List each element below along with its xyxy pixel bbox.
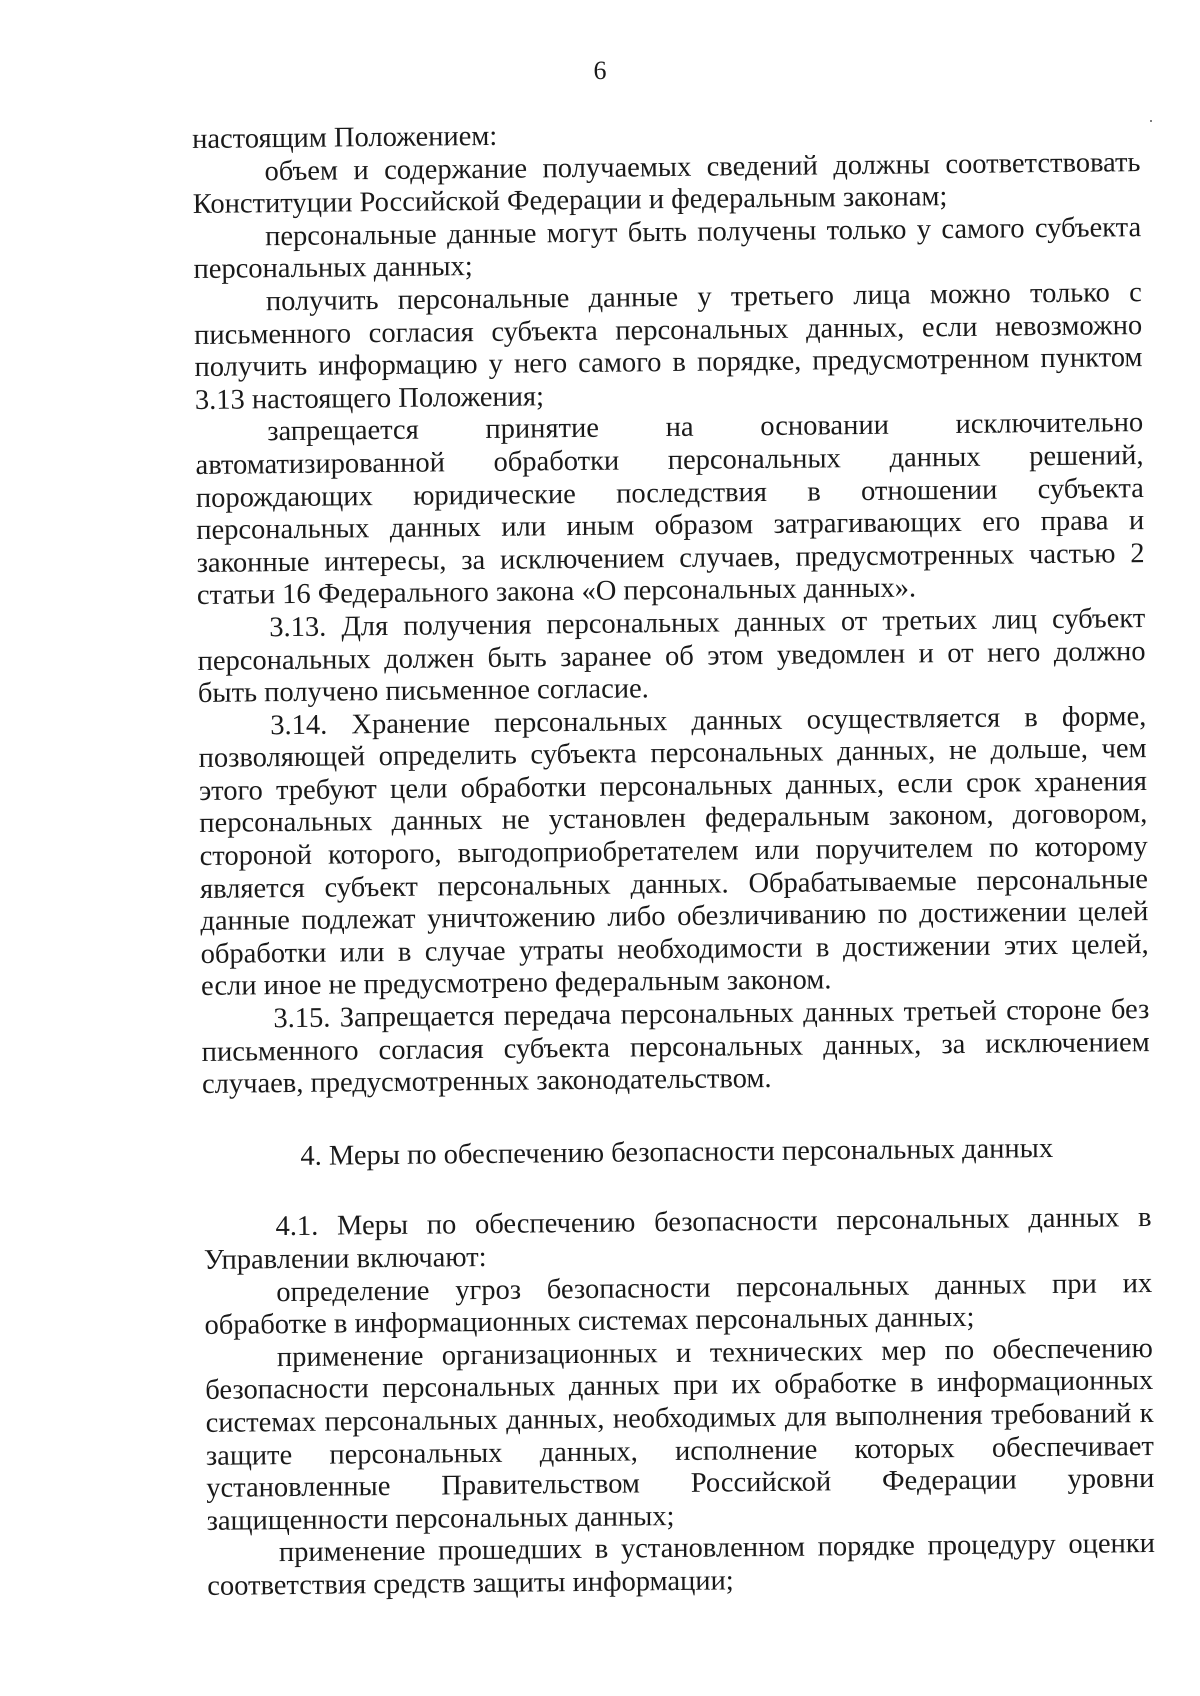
paragraph-obtain-from-subject: персональные данные могут быть получены только у самого субъекта персональных данных; (193, 211, 1142, 286)
page-number: 6 (593, 56, 607, 85)
document-body (192, 114, 1155, 1603)
paragraph-3-14: 3.14. Хранение персональных данных осуществляется в форме, позволяющей определить субъекта персональных данных, не дольше, чем этого требуют цели обработки персональных данных, если срок хранения персональных данных не установлен федеральным законом, договором, стороной которого, выгодоприобретателем или поручителем по которому является субъект персональных данных. Обрабатываемые персональные данные подлежат уничтожению либо обезличиванию по достижении целей обработки или в случае утраты необходимости в достижении этих целей, если иное не предусмотрено федеральным законом. (198, 700, 1149, 1003)
paragraph-volume-content: объем и содержание получаемых сведений должны соответствовать Конституции Российской Федерации и федеральным законам; (192, 146, 1141, 221)
section-heading: 4. Меры по обеспечению безопасности персональных данных (300, 1132, 1054, 1172)
scan-speck (1150, 120, 1152, 122)
paragraph-third-party-consent: получить персональные данные у третьего лица можно только с письменного согласия субъекта персональных данных, если невозможно получить информацию у него самого в порядке, предусмотренном пунктом 3.13 настоящего Положения; (194, 277, 1143, 416)
paragraph-org-tech-measures: применение организационных и технических мер по обеспечению безопасности персональных данных при их обработке в информационных системах персональных данных, необходимых для выполнения требований к защите персональных данных, исполнение которых обеспечивает установленные Правительством Российской Федерации уровни защищенности персональных данных; (205, 1332, 1155, 1537)
paragraph-3-13: 3.13. Для получения персональных данных от третьих лиц субъект персональных должен быть заранее об этом уведомлен и от него должно быть получено письменное согласие. (197, 602, 1146, 710)
paragraph-4-1: 4.1. Меры по обеспечению безопасности персональных данных в Управлении включают: (203, 1202, 1152, 1276)
paragraph-continuation: настоящим Положением: (192, 120, 498, 155)
paragraph-3-15: 3.15. Запрещается передача персональных данных третьей стороне без письменного согласия субъекта персональных данных, за исключением случаев, предусмотренных законодательством. (201, 994, 1150, 1101)
paragraph-threat-definition: определение угроз безопасности персональных данных при их обработке в информационных системах персональных данных; (204, 1267, 1153, 1342)
paragraph-protection-tools: применение прошедших в установленном порядке процедуру оценки соответствия средств защиты информации; (207, 1528, 1156, 1602)
paragraph-automated-decisions: запрещается принятие на основании исключительно автоматизированной обработки персональных данных решений, порождающих юридические последствия в отношении субъекта персональных данных или иным образом затрагивающих его права и законные интересы, за исключением случаев, предусмотренных частью 2 статьи 16 Федерального закона «О персональных данных». (195, 407, 1145, 612)
